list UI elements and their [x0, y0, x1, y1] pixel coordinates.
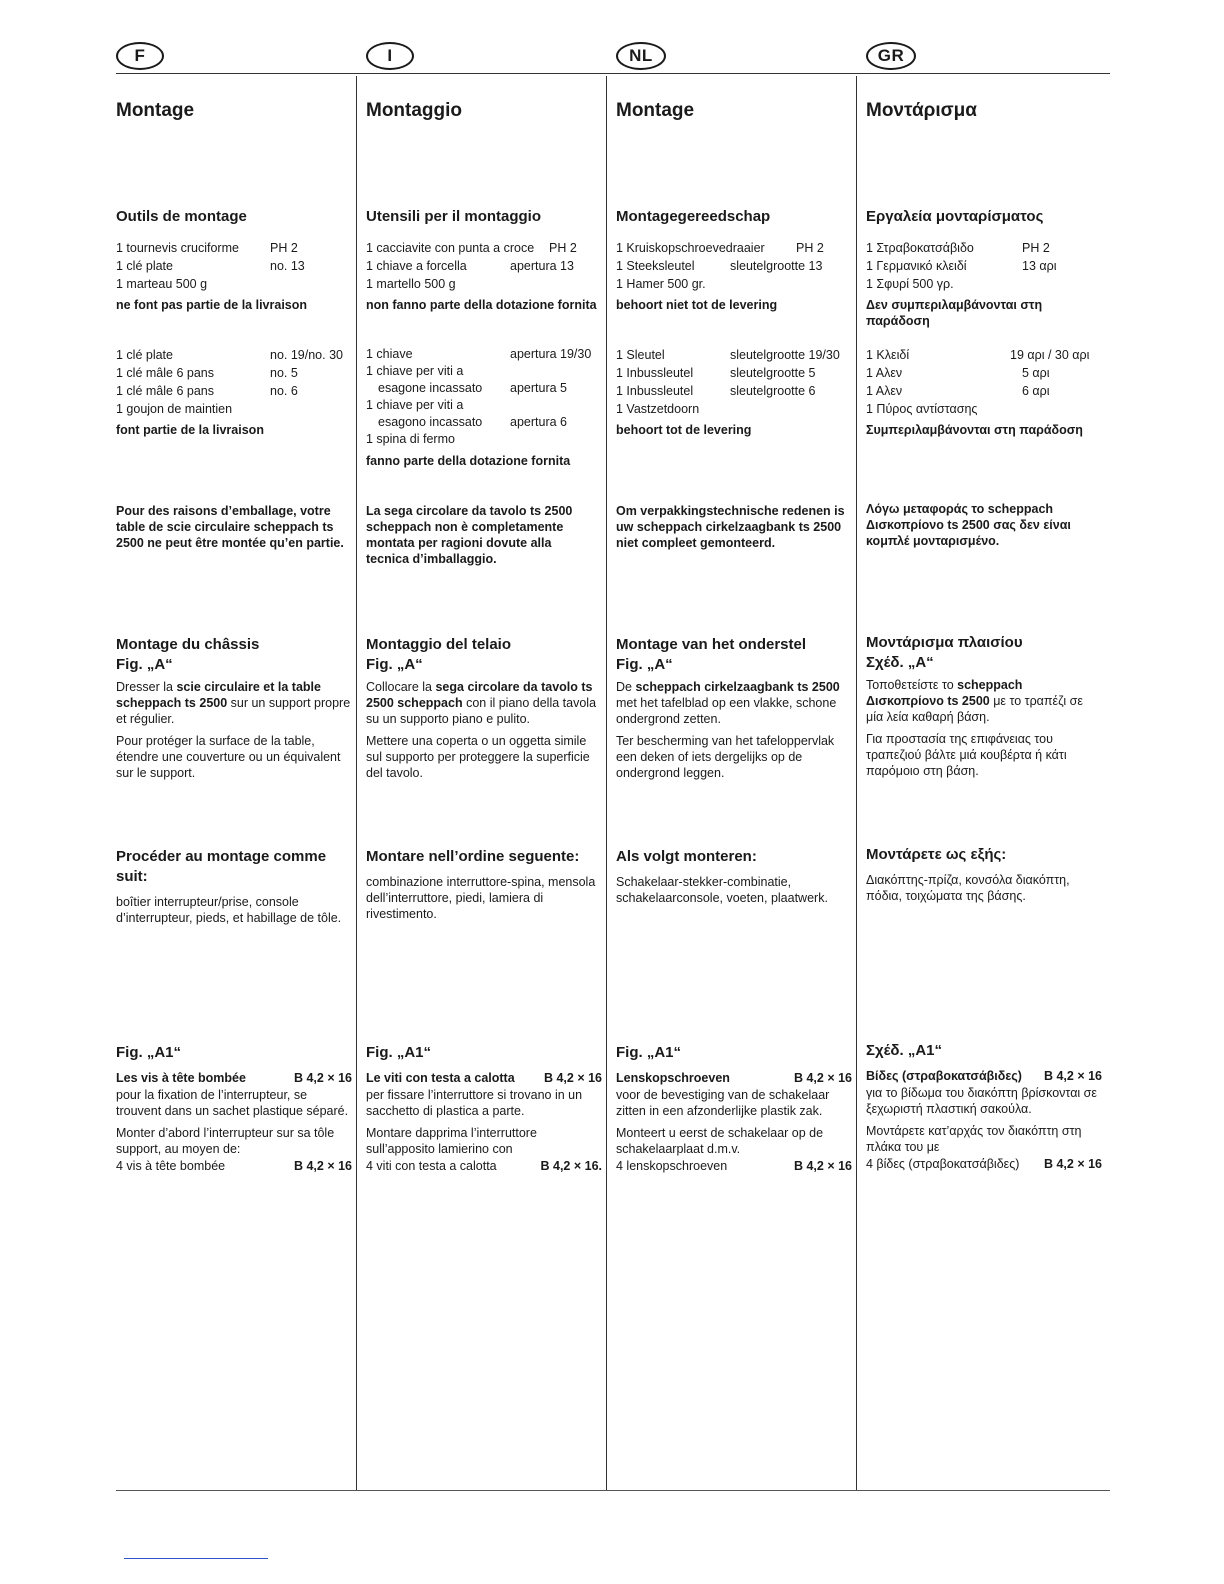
figure-ref-a1: Fig. „A1“: [366, 1044, 432, 1061]
chassis-paragraph: Collocare la sega circolare da tavolo ts 2500 scheppach con il piano della tavola su un supporto piano e pulito.: [366, 680, 597, 726]
a1-paragraph-1: voor de bevestiging van de schakelaar zitten in een afzonderlijke plastik zak.: [616, 1088, 830, 1118]
chassis-paragraph: Τοποθετείστε το scheppach Δισκοπρίονο ts 2500 με το τραπέζι σε μία λεία καθαρή βάση.: [866, 678, 1083, 724]
figure-ref-a1: Fig. „A1“: [116, 1044, 182, 1061]
tool-row: 1 chiave a forcella apertura 13: [366, 259, 574, 273]
supplied-row: 1 clé plate no. 19/no. 30: [116, 348, 343, 362]
tools-note: Δεν συμπεριλαμβάνονται στη παράδοση: [866, 298, 1043, 328]
supplied-row: 1 Inbussleutel sleutelgrootte 5: [616, 366, 816, 380]
supplied-block: [366, 346, 602, 469]
chassis-heading: Montage du châssis: [116, 636, 260, 653]
column-divider-2: [606, 76, 607, 1491]
order-block: [616, 847, 852, 906]
order-heading: Μοντάρετε ως εξής:: [866, 846, 1007, 863]
section-title: Montage: [116, 100, 195, 121]
chassis-block: [366, 635, 602, 781]
column-divider-3: [856, 76, 857, 1491]
screw-row: Βίδες (στραβοκατσάβιδες) B 4,2 × 16: [866, 1069, 1102, 1083]
tool-row: 1 marteau 500 g: [116, 277, 208, 291]
supplied-row: 1 chiave per viti a: [366, 398, 464, 412]
a1-paragraph-1: pour la fixation de l’interrupteur, se trouvent dans un sachet plastique séparé.: [116, 1088, 349, 1118]
tool-row: 1 Hamer 500 gr.: [616, 277, 706, 291]
order-text: boîtier interrupteur/prise, console d’interrupteur, pieds, et habillage de tôle.: [116, 895, 342, 925]
supplied-row: 1 Αλεν 5 αρι: [866, 366, 1050, 380]
language-badge-fr: F: [116, 42, 164, 70]
supplied-row: 1 spina di fermo: [366, 432, 455, 446]
supplied-row: esagono incassato apertura 6: [378, 415, 567, 429]
order-heading: Montare nell’ordine seguente:: [366, 848, 580, 865]
order-text: combinazione interruttore-spina, mensola dell’interruttore, piedi, lamiera di rivestimento.: [366, 875, 596, 921]
a1-paragraph-1: για το βίδωμα του διακόπτη βρίσκονται σε ξεχωριστή πλαστική σακούλα.: [866, 1086, 1097, 1116]
tools-heading: Montagegereedschap: [616, 208, 771, 225]
chassis-heading: Montage van het onderstel: [616, 636, 807, 653]
tools-heading: Utensili per il montaggio: [366, 208, 542, 225]
chassis-paragraph: De scheppach cirkelzaagbank ts 2500 met het tafelblad op een vlakke, schone ondergrond zetten.: [616, 680, 840, 726]
tool-row: 1 martello 500 g: [366, 277, 456, 291]
supplied-row: 1 clé mâle 6 pans no. 6: [116, 384, 298, 398]
screw-row: Les vis à tête bombée B 4,2 × 16: [116, 1071, 352, 1085]
order-block: [366, 847, 602, 922]
figure-ref: Σχέδ. „A“: [866, 654, 934, 671]
supplied-row: 1 goujon de maintien: [116, 402, 233, 416]
screw-row: Le viti con testa a calotta B 4,2 × 16: [366, 1071, 602, 1085]
tool-row: 1 tournevis cruciforme PH 2: [116, 241, 298, 255]
packaging-note: Pour des raisons d’emballage, votre table de scie circulaire scheppach ts 2500 ne peut être montée qu’en partie.: [116, 504, 344, 550]
section-title: Montage: [616, 100, 695, 121]
order-heading: Als volgt monteren:: [616, 848, 757, 865]
tool-row: 1 clé plate no. 13: [116, 259, 305, 273]
supplied-block: [866, 346, 1102, 438]
tool-row: 1 Στραβοκατσάβιδο PH 2: [866, 241, 1050, 255]
supplied-note: font partie de la livraison: [116, 423, 264, 437]
figure-ref-a1: Σχέδ. „A1“: [866, 1042, 943, 1059]
figure-ref: Fig. „A“: [116, 656, 173, 673]
supplied-row: 1 Πύρος αντίστασης: [866, 402, 978, 416]
chassis-block: [116, 635, 352, 781]
packaging-note: Λόγω μεταφοράς το scheppach Δισκοπρίονο ts 2500 σας δεν είναι κομπλέ μονταρισμένο.: [866, 502, 1071, 548]
order-text: Schakelaar-stekker-combinatie, schakelaarconsole, voeten, plaatwerk.: [616, 875, 828, 905]
tool-row: 1 Σφυρί 500 γρ.: [866, 277, 954, 291]
chassis-block: [616, 635, 852, 781]
language-badge-gr: GR: [866, 42, 916, 70]
packaging-note: Om verpakkingstechnische redenen is uw scheppach cirkelzaagbank ts 2500 niet compleet gemonteerd.: [616, 504, 845, 550]
tools-block: [866, 207, 1102, 329]
figure-ref: Fig. „A“: [366, 656, 423, 673]
supplied-row: esagone incassato apertura 5: [378, 381, 567, 395]
supplied-note: behoort tot de levering: [616, 423, 752, 437]
tools-heading: Outils de montage: [116, 208, 247, 225]
tools-block: [616, 207, 852, 313]
tools-note: ne font pas partie de la livraison: [116, 298, 308, 312]
chassis-heading: Μοντάρισμα πλαισίου: [866, 634, 1023, 651]
supplied-row: 1 chiave per viti a: [366, 364, 464, 378]
supplied-row: 1 clé mâle 6 pans no. 5: [116, 366, 298, 380]
tool-row: 1 Steeksleutel sleutelgrootte 13: [616, 259, 823, 273]
fig-a1-block: [366, 1043, 602, 1175]
language-badge-nl: NL: [616, 42, 666, 70]
supplied-row: 1 Sleutel sleutelgrootte 19/30: [616, 348, 840, 362]
tool-row: 1 Kruiskopschroevedraaier PH 2: [616, 241, 824, 255]
chassis-paragraph-2: Mettere una coperta o un oggetta simile sul supporto per proteggere la superficie del tavolo.: [366, 734, 590, 780]
a1-item-row: 4 βίδες (στραβοκατσάβιδες) B 4,2 × 16: [866, 1157, 1102, 1171]
a1-paragraph-1: per fissare l’interruttore si trovano in un sacchetto di plastica a parte.: [366, 1088, 583, 1118]
supplied-note: Συμπεριλαμβάνονται στη παράδοση: [866, 423, 1083, 437]
footer-link-underline: [124, 1558, 268, 1559]
header-rule: [116, 73, 1110, 74]
supplied-row: 1 Inbussleutel sleutelgrootte 6: [616, 384, 816, 398]
footer-rule: [116, 1490, 1110, 1491]
chassis-block: [866, 633, 1102, 779]
chassis-paragraph-2: Ter bescherming van het tafeloppervlak een deken of iets dergelijks op de ondergrond leggen.: [616, 734, 835, 780]
order-text: Διακόπτης-πρίζα, κονσόλα διακόπτη, πόδια, τοιχώματα της βάσης.: [866, 873, 1070, 903]
supplied-block: [616, 346, 852, 438]
a1-paragraph-2: Monteert u eerst de schakelaar op de schakelaarplaat d.m.v.: [616, 1126, 824, 1156]
tools-block: [116, 207, 352, 313]
chassis-paragraph: Dresser la scie circulaire et la table scheppach ts 2500 sur un support propre et régulier.: [116, 680, 351, 726]
supplied-row: 1 Vastzetdoorn: [616, 402, 700, 416]
screw-row: Lenskopschroeven B 4,2 × 16: [616, 1071, 852, 1085]
packaging-note: La sega circolare da tavolo ts 2500 scheppach non è completamente montata per ragioni dovute alla tecnica d’imballaggio.: [366, 504, 573, 566]
language-badge-it: I: [366, 42, 414, 70]
order-block: [116, 847, 352, 926]
figure-ref: Fig. „A“: [616, 656, 673, 673]
chassis-paragraph-2: Για προστασία της επιφάνειας του τραπεζιού βάλτε μιά κουβέρτα ή κάτι παρόμοιο στη βάση.: [866, 732, 1067, 778]
supplied-row: 1 Κλειδί 19 αρι / 30 αρι: [866, 348, 1090, 362]
column-divider-1: [356, 76, 357, 1491]
a1-item-row: 4 viti con testa a calotta B 4,2 × 16.: [366, 1159, 602, 1173]
order-heading: Procéder au montage comme suit:: [116, 848, 327, 885]
tools-heading: Εργαλεία μονταρίσματος: [866, 208, 1044, 225]
fig-a1-block: [866, 1041, 1102, 1173]
supplied-note: fanno parte della dotazione fornita: [366, 454, 571, 468]
order-block: [866, 845, 1102, 904]
section-title: Montaggio: [366, 100, 463, 121]
section-title: Μοντάρισμα: [866, 100, 977, 121]
tool-row: 1 cacciavite con punta a croce PH 2: [366, 241, 577, 255]
tools-note: behoort niet tot de levering: [616, 298, 778, 312]
supplied-row: 1 chiave apertura 19/30: [366, 347, 592, 361]
a1-paragraph-2: Monter d’abord l’interrupteur sur sa tôle support, au moyen de:: [116, 1126, 335, 1156]
figure-ref-a1: Fig. „A1“: [616, 1044, 682, 1061]
tool-row: 1 Γερμανικό κλειδί 13 αρι: [866, 259, 1057, 273]
a1-item-row: 4 vis à tête bombée B 4,2 × 16: [116, 1159, 352, 1173]
chassis-heading: Montaggio del telaio: [366, 636, 511, 653]
chassis-paragraph-2: Pour protéger la surface de la table, étendre une couverture ou un équivalent sur le support.: [116, 734, 341, 780]
a1-paragraph-2: Montare dapprima l’interruttore sull’apposito lamierino con: [366, 1126, 537, 1156]
a1-paragraph-2: Μοντάρετε κατ’αρχάς τον διακόπτη στη πλάκα του με: [866, 1124, 1082, 1154]
supplied-block: [116, 346, 352, 438]
fig-a1-block: [616, 1043, 852, 1175]
a1-item-row: 4 lenskopschroeven B 4,2 × 16: [616, 1159, 852, 1173]
fig-a1-block: [116, 1043, 352, 1175]
tools-note: non fanno parte della dotazione fornita: [366, 298, 597, 312]
tools-block: [366, 207, 602, 313]
supplied-row: 1 Αλεν 6 αρι: [866, 384, 1050, 398]
